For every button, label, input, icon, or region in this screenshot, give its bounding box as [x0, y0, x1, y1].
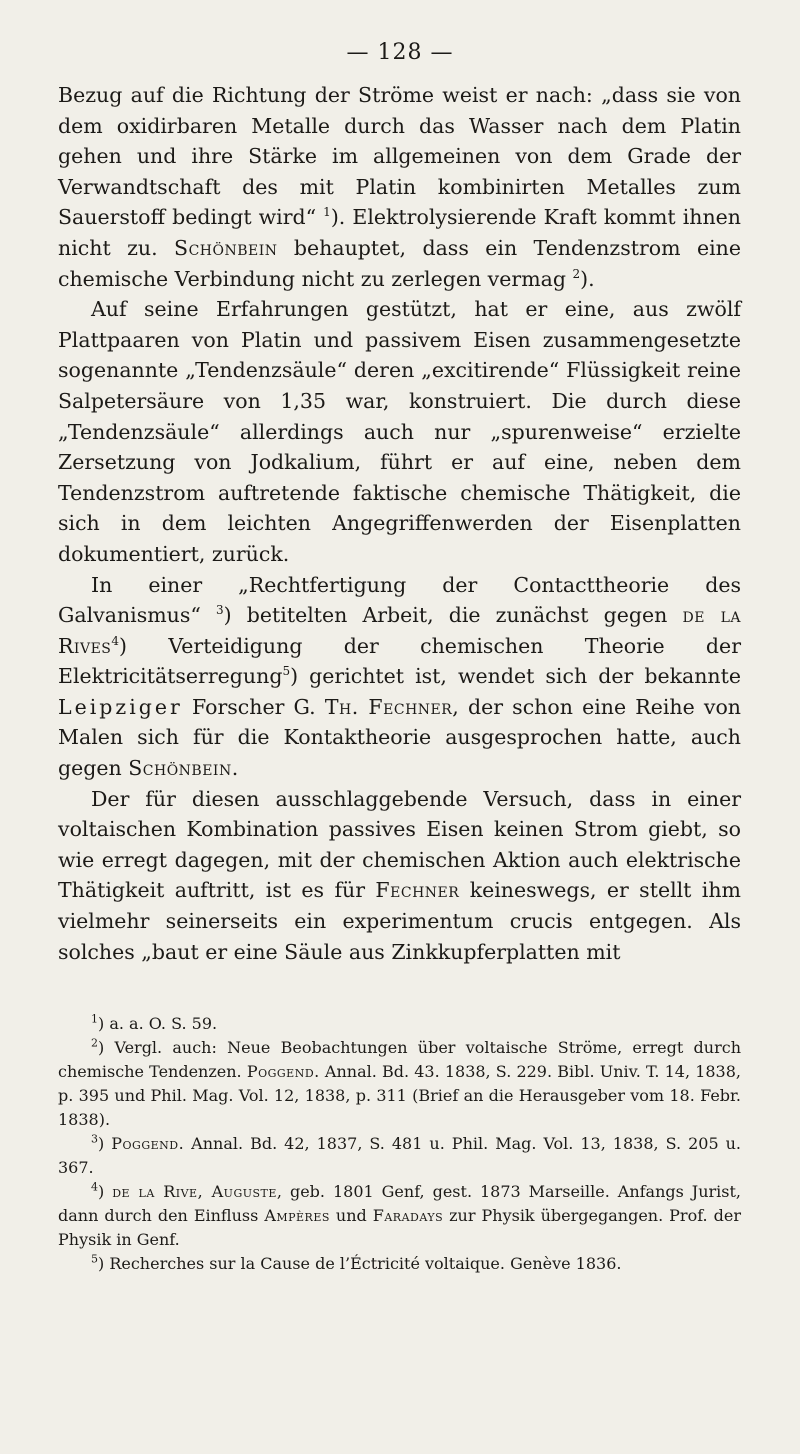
author-name: de la Rives — [58, 603, 741, 658]
paragraph-3: In einer „Rechtfertigung der Contacttheorie des Galvanismus“ $^3$) betitelten Arbeit, die zunächst gegen de la Rives$^4$) Verteidigung der chemischen Theorie der Elektricitätserregung$^5$) gerichtet ist, wendet sich der bekannte Leipziger Forscher G. Th. Fechner, der schon eine Reihe von Malen sich für die Kontaktheorie ausgesprochen hatte, auch gegen Schönbein. — [58, 572, 742, 781]
footnote-marker: 5 — [91, 1252, 98, 1266]
footnote-marker: 4 — [91, 1180, 98, 1194]
paragraph-4: Der für diesen ausschlaggebende Versuch, dass in einer voltaischen Kombination passives Eisen keinen Strom giebt, so wie erregt dagegen, mit der chemischen Aktion auch elektrische Thätigkeit auftritt, ist es für Fechner keineswegs, er stellt ihm vielmehr seinerseits ein experimentum crucis entgegen. Als solches „baut er eine Säule aus Zinkkupferplatten mit — [58, 786, 741, 964]
footnote-ref-5: 5 — [282, 664, 291, 679]
author-name: Schönbein — [174, 235, 278, 260]
footnote-ref-1: 1 — [323, 205, 331, 220]
body-text — [58, 80, 741, 967]
emphasized-word: Leipziger — [58, 694, 183, 719]
footnote-ref-3: 3 — [216, 603, 224, 618]
author-name: Th. Fechner — [324, 694, 453, 719]
footnote-marker: 3 — [91, 1132, 98, 1146]
footnote-marker: 1 — [91, 1012, 98, 1026]
footnote-3: $^3$) Poggend. Annal. Bd. 42, 1837, S. 481 u. Phil. Mag. Vol. 13, 1838, S. 205 u. 367. — [58, 1132, 742, 1177]
footnote-1: $^1$) a. a. O. S. 59. — [91, 1012, 218, 1033]
footnote-5: $^5$) Recherches sur la Cause de l’Éctricité voltaique. Genève 1836. — [91, 1252, 622, 1273]
paragraph-1: Bezug auf die Richtung der Ströme weist er nach: „dass sie von dem oxidirbaren Metalle durch das Wasser nach dem Platin gehen und ihre Stärke im allgemeinen von dem Grade der Verwandtschaft des mit Platin kombinirten Metalles zum Sauerstoff bedingt wird“ $^1$). Elektrolysierende Kraft kommt ihnen nicht zu. Schönbein behauptet, dass ein Tendenzstrom eine chemische Verbindung nicht zu zerlegen vermag $^2$). — [58, 83, 742, 291]
footnote-ref-4: 4 — [111, 633, 120, 648]
author-name: Fechner — [375, 878, 460, 903]
footnote-ref-2: 2 — [572, 266, 581, 281]
page-number: — 128 — — [346, 40, 454, 65]
author-name: Schönbein — [128, 756, 232, 781]
footnote-marker: 2 — [91, 1036, 98, 1050]
footnote-2: $^2$) Vergl. auch: Neue Beobachtungen über voltaische Ströme, erregt durch chemische Tendenzen. Poggend. Annal. Bd. 43. 1838, S. 229. Bibl. Univ. T. 14, 1838, p. 395 und Phil. Mag. Vol. 12, 1838, p. 311 (Brief an die Herausgeber vom 18. Febr. 1838). — [58, 1036, 741, 1129]
paragraph-2: Auf seine Erfahrungen gestützt, hat er eine, aus zwölf Plattpaaren von Platin und passivem Eisen zusammengesetzte sogenannte „Tendenzsäule“ deren „excitirende“ Flüssigkeit reine Salpetersäure von 1,35 war, konstruiert. Die durch diese „Tendenzsäule“ allerdings auch nur „spurenweise“ erzielte Zersetzung von Jodkalium, führt er auf eine, neben dem Tendenzstrom auftretende faktische chemische Thätigkeit, die sich in dem leichten Angegriffenwerden der Eisenplatten dokumentiert, zurück. — [58, 297, 741, 566]
footnote-4: $^4$) de la Rive, Auguste, geb. 1801 Genf, gest. 1873 Marseille. Anfangs Jurist, dann durch den Einfluss Ampères und Faradays zur Physik übergegangen. Prof. der Physik in Genf. — [58, 1180, 742, 1249]
footnotes — [58, 1012, 741, 1276]
